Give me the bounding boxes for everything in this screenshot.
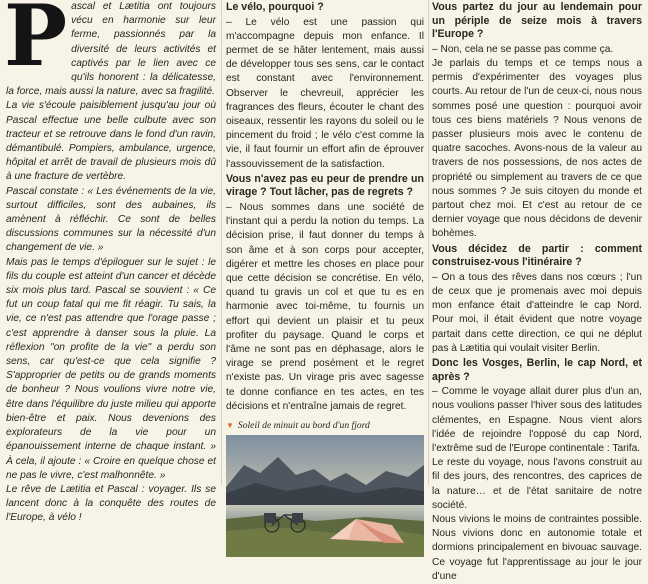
caption-text: Soleil de minuit au bord d'un fjord: [237, 420, 370, 432]
column-1: [4, 0, 216, 524]
interview-answer: Le reste du voyage, nous l'avons construit au fil des jours, des rencontres, des caprices de la nature… et de l'état sanitaire de notre société.: [432, 457, 642, 511]
body-paragraph: La vie s'écoule paisiblement jusqu'au jour où Pascal effectue une belle culbute avec son tracteur et se retrouve dans le fond d'un ravin, démantibulé. Pompiers, ambulance, urgence, hôpital et arrêt de travail de plusieurs mois dû à une fracture de vertèbre.: [6, 100, 216, 183]
interview-answer: – Non, cela ne se passe pas comme ça.: [432, 43, 614, 55]
interview-answer: Nous vivions le moins de contraintes possible. Nous vivions donc en autonomie totale et dormions principalement en bivouac sauvage. Ce voyage fut l'apprentissage au jour le jour d'une: [432, 514, 642, 582]
drop-cap: P: [4, 0, 68, 85]
intro-paragraph: ascal et Lætitia ont toujours vécu en harmonie sur leur ferme, passionnés par la diversité de leurs activités et captivés par le lien avec ce qu'ils honorent : la délicatesse, la force, mais aussi la nature, avec sa fragilité.: [6, 1, 216, 98]
caption-triangle-icon: ▼: [226, 421, 234, 431]
interview-question: Donc les Vosges, Berlin, le cap Nord, et après ?: [432, 357, 642, 383]
fjord-photo: [226, 435, 424, 557]
interview-answer: – Comme le voyage allait durer plus d'un an, nous voulions passer l'hiver sous des latitudes clémentes, en Espagne. Nous vient alors l'idée de rejoindre l'opposé du cap Nord, l'extrême sud de l'Europe continentale : Tarifa.: [432, 386, 642, 455]
column-3: [432, 0, 642, 582]
column-divider: [428, 0, 429, 485]
interview-question: Vous partez du jour au lendemain pour un périple de seize mois à travers l'Europe ?: [432, 1, 642, 41]
interview-answer: – Le vélo est une passion qui m'accompagne depuis mon enfance. Il permet de se hâter lentement, mais aussi de développer tous ses sens, car le contact est constant avec l'environnement. Observer le chevreuil, apprécier les fragrances des fleurs, écouter le chant des oiseaux, ressentir les rayons du soleil ou le pincement du froid ; le vélo c'est comme la vie, il faut fournir un effort afin de éprouver l'assouvissement de la satisfaction.: [226, 16, 424, 170]
interview-question: Vous n'avez pas eu peur de prendre un virage ? Tout lâcher, pas de regrets ?: [226, 172, 424, 199]
body-paragraph: Le rêve de Lætitia et Pascal : voyager. Ils se lancent donc à la conquête des routes de l'Europe, à vélo !: [6, 483, 216, 524]
interview-question: Vous décidez de partir : comment construisez-vous l'itinéraire ?: [432, 242, 642, 269]
body-paragraph: Pascal constate : « Les événements de la vie, surtout difficiles, sont des aubaines, ils amènent à réfléchir. Ce sont de belles discussions communes sur la nécessité d'un changement de vie. »: [6, 185, 216, 254]
interview-answer: – Nous sommes dans une société de l'instant qui a perdu la notion du temps. La décision prise, il faut donner du temps à son âme et à son corps pour accepter, digérer et mettre les choses en place pour que cette décision se concrétise. En vélo, quand tu gravis un col et que tu es en harmonie avec toi-même, tu fournis un effort qui devient un plaisir et tu peux profiter du paysage. Quand le corps et l'âme ne sont pas en déphasage, alors le virage se prend posément et le regret n'existe pas. Un virage pris avec sagesse te donne confiance en tes actes, en tes décisions et n'entraîne jamais de regret.: [226, 202, 424, 412]
column-divider: [221, 0, 222, 485]
column-2: [226, 0, 424, 485]
interview-answer: – On a tous des rêves dans nos cœurs ; l'un de ceux que je promenais avec moi depuis mon enfance était d'atteindre le cap Nord. Pour moi, il était évident que notre voyage partait dans cette direction, ce qui ne déplut pas à Lætitia qui voulait visiter Berlin.: [432, 271, 642, 354]
interview-answer: Je parlais du temps et ce temps nous a permis d'expérimenter des voyages plus courts. Au retour de l'un de ceux-ci, nous nous sommes posé une question : pourquoi avoir tous ces biens matériels ? Nous venons de passer plusieurs mois avec le contenu de quatre sacoches. Avons-nous de la valeur au travers de nos possessions, de nos actes de propriété ou simplement au travers de ce que nous sommes ? Je suis citoyen du monde et partout chez moi. Et c'est au retour de ce dernier voyage que nous décidons de devenir bohèmes.: [432, 57, 642, 240]
photo-caption: [226, 420, 424, 432]
interview-question: Le vélo, pourquoi ?: [226, 1, 324, 13]
body-paragraph: Mais pas le temps d'épiloguer sur le sujet : le fils du couple est atteint d'un cancer et décède six mois plus tard. Pascal se souvient : « Ce fut un coup fatal qui me fit réagir. Tu sais, la vie, ce n'est pas attendre que l'orage passe ; c'est apprendre à danser sous la pluie. La réflexion "on profite de la vie" a perdu son sens, car qu'est-ce que cela signifie ? S'approprier de petits ou de grands moments de bonheur ? Nous voulions vivre notre vie, être dans l'équilibre du juste milieu qui apporte bien-être et paix. Nous devenions des explorateurs de la vie pour un épanouissement interne de chaque instant. » À cela, il ajoute : « Croire en quelque chose et ne pas le vivre, c'est malhonnête. »: [6, 256, 216, 481]
